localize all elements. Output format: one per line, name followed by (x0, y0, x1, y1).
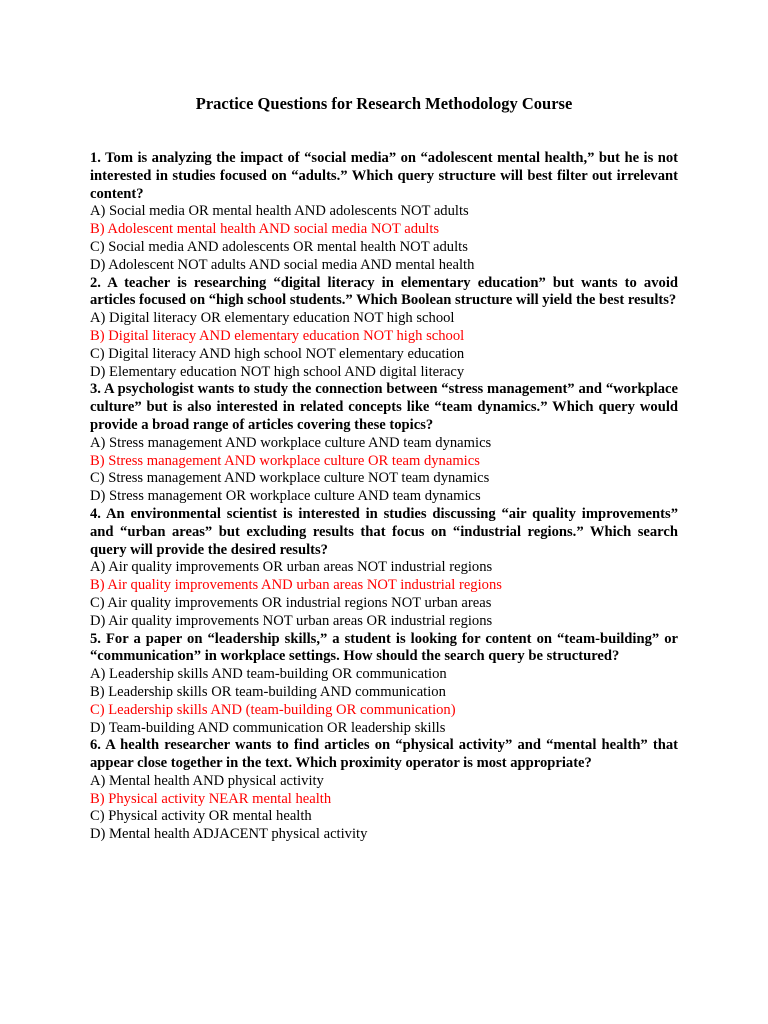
question-6 (90, 737, 678, 844)
option-a: A) Mental health AND physical activity (90, 772, 324, 789)
option-d: D) Adolescent NOT adults AND social media AND mental health (90, 256, 475, 273)
option-b-highlighted-answer: B) Digital literacy AND elementary education NOT high school (90, 327, 465, 344)
question-stem: 4. An environmental scientist is interested in studies discussing “air quality improvements” and “urban areas” but excluding results that focus on “industrial regions.” Which search query will provide the desired results? (90, 505, 678, 558)
option-d: D) Air quality improvements NOT urban areas OR industrial regions (90, 612, 493, 629)
option-b-highlighted-answer: B) Physical activity NEAR mental health (90, 790, 332, 807)
option-a: A) Digital literacy OR elementary education NOT high school (90, 310, 455, 327)
option-a: A) Air quality improvements OR urban areas NOT industrial regions (90, 559, 493, 576)
question-stem: 2. A teacher is researching “digital literacy in elementary education” but wants to avoid articles focused on “high school students.” Which Boolean structure will yield the best results? (90, 274, 678, 309)
question-1 (90, 150, 678, 275)
question-stem: 3. A psychologist wants to study the connection between “stress management” and “workplace culture” but is also interested in related concepts like “team dynamics.” Which query would provide a broad range of articles covering these topics? (90, 381, 678, 433)
question-2 (90, 275, 678, 382)
option-c: C) Digital literacy AND high school NOT elementary education (90, 345, 465, 362)
question-5 (90, 631, 678, 738)
option-a: A) Stress management AND workplace culture AND team dynamics (90, 434, 492, 451)
question-stem: 5. For a paper on “leadership skills,” a student is looking for content on “team-building” or “communication” in workplace settings. How should the search query be structured? (90, 630, 678, 665)
option-a: A) Leadership skills AND team-building OR communication (90, 666, 447, 683)
option-c: C) Physical activity OR mental health (90, 808, 312, 825)
option-b-highlighted-answer: B) Adolescent mental health AND social media NOT adults (90, 221, 440, 238)
option-c: C) Air quality improvements OR industrial regions NOT urban areas (90, 594, 492, 611)
option-b-highlighted-answer: B) Air quality improvements AND urban areas NOT industrial regions (90, 577, 502, 594)
option-d: D) Elementary education NOT high school AND digital literacy (90, 363, 465, 380)
question-stem: 6. A health researcher wants to find articles on “physical activity” and “mental health” that appear close together in the text. Which proximity operator is most appropriate? (90, 737, 678, 772)
document-title: Practice Questions for Research Methodology Course (195, 94, 573, 113)
question-stem: 1. Tom is analyzing the impact of “social media” on “adolescent mental health,” but he is not interested in studies focused on “adults.” Which query structure will best filter out irrelevant content? (90, 150, 678, 202)
option-d: D) Stress management OR workplace culture AND team dynamics (90, 488, 481, 505)
option-d: D) Mental health ADJACENT physical activity (90, 826, 368, 843)
option-c: C) Stress management AND workplace culture NOT team dynamics (90, 470, 490, 487)
question-3 (90, 381, 678, 506)
question-4 (90, 506, 678, 631)
option-c: C) Social media AND adolescents OR mental health NOT adults (90, 238, 468, 255)
option-b-highlighted-answer: B) Stress management AND workplace culture OR team dynamics (90, 452, 480, 469)
question-list (90, 150, 678, 844)
option-c-highlighted-answer: C) Leadership skills AND (team-building OR communication) (90, 701, 456, 718)
option-a: A) Social media OR mental health AND adolescents NOT adults (90, 203, 469, 220)
option-b: B) Leadership skills OR team-building AND communication (90, 683, 446, 700)
option-d: D) Team-building AND communication OR leadership skills (90, 719, 446, 736)
